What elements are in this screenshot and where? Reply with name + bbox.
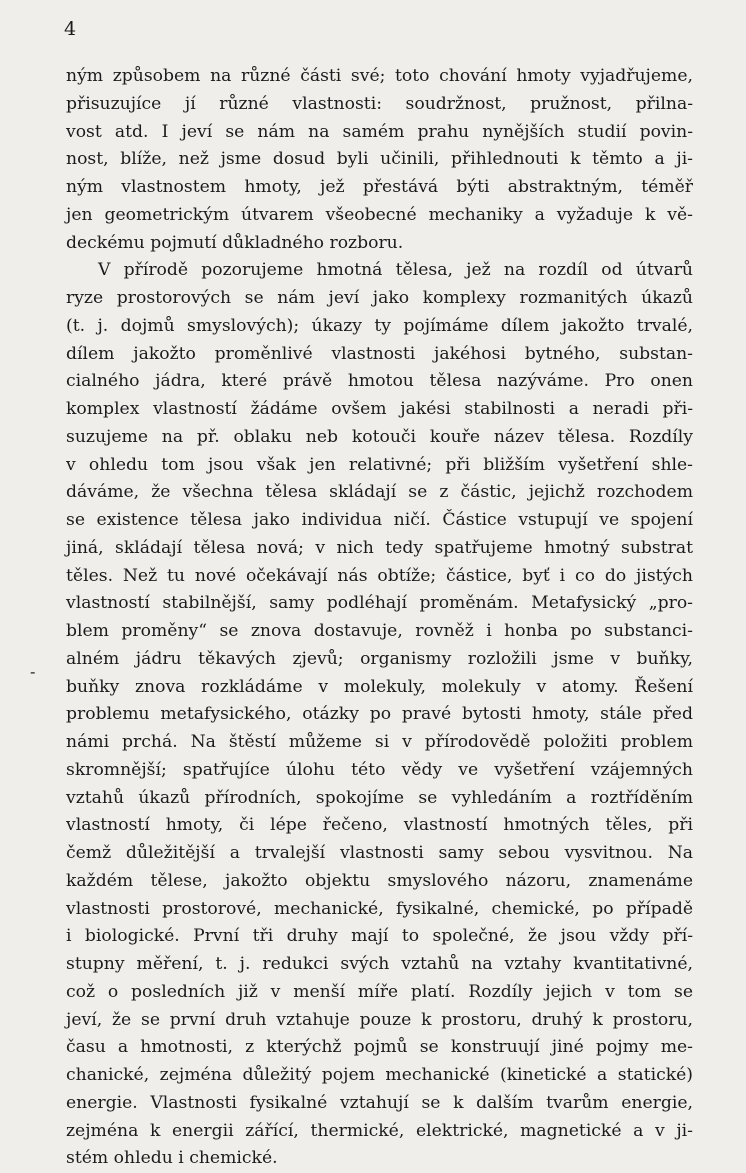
text-line: vlastností stabilnější, samy podléhají proměnám. Metafysický „pro- bbox=[66, 593, 693, 614]
text-line: suzujeme na př. oblaku neb kotouči kouře název tělesa. Rozdíly bbox=[66, 426, 693, 447]
text-line: námi prchá. Na štěstí můžeme si v přírodovědě položiti problem bbox=[66, 732, 693, 752]
text-line: komplex vlastností žádáme ovšem jakési stabilnosti a neradi při- bbox=[66, 399, 693, 419]
text-line: cialného jádra, které právě hmotou tělesa nazýváme. Pro onen bbox=[66, 371, 693, 392]
text-line: času a hmotnosti, z kterýchž pojmů se konstruují jiné pojmy me- bbox=[66, 1037, 693, 1058]
body-text bbox=[66, 63, 693, 1173]
text-line: alném jádru těkavých zjevů; organismy rozložili jsme v buňky, bbox=[66, 648, 693, 669]
page-number: 4 bbox=[64, 18, 77, 40]
text-line: vost atd. I jeví se nám na samém prahu nynějších studií povin- bbox=[66, 121, 693, 142]
text-line: i biologické. První tři druhy mají to společné, že jsou vždy pří- bbox=[66, 926, 693, 947]
text-line: (t. j. dojmů smyslových); úkazy ty pojímáme dílem jakožto trvalé, bbox=[66, 315, 693, 336]
text-line: jiná, skládají tělesa nová; v nich tedy spatřujeme hmotný substrat bbox=[66, 537, 693, 558]
text-line: přisuzujíce jí různé vlastnosti: soudržnost, pružnost, přilna- bbox=[66, 93, 693, 114]
text-line: ným způsobem na různé části své; toto chování hmoty vyjadřujeme, bbox=[66, 66, 693, 86]
text-line: ryze prostorových se nám jeví jako komplexy rozmanitých úkazů bbox=[66, 288, 693, 308]
text-line: každém tělese, jakožto objektu smyslového názoru, znamenáme bbox=[66, 870, 693, 891]
text-line: buňky znova rozkládáme v molekuly, molekuly v atomy. Řešení bbox=[66, 676, 693, 697]
text-line: těles. Než tu nové očekávají nás obtíže; částice, byť i co do jistých bbox=[66, 565, 693, 586]
text-line: jeví, že se první druh vztahuje pouze k prostoru, druhý k prostoru, bbox=[66, 1009, 693, 1030]
text-line: vlastností hmoty, či lépe řečeno, vlastností hmotných těles, při bbox=[66, 815, 693, 836]
text-line: zejména k energii zářící, thermické, elektrické, magnetické a v ji- bbox=[66, 1120, 693, 1141]
text-line: energie. Vlastnosti fysikalné vztahují se k dalším tvarům energie, bbox=[66, 1092, 693, 1113]
text-line: stém ohledu i chemické. bbox=[66, 1148, 278, 1169]
text-line: ným vlastnostem hmoty, jež přestává býti abstraktným, téměř bbox=[66, 177, 693, 197]
text-line: blem proměny“ se znova dostavuje, rovněž i honba po substanci- bbox=[66, 621, 693, 641]
text-line: vlastnosti prostorové, mechanické, fysikalné, chemické, po případě bbox=[66, 898, 693, 919]
text-line: což o posledních již v menší míře platí. Rozdíly jejich v tom se bbox=[66, 981, 693, 1002]
text-line: deckému pojmutí důkladného rozboru. bbox=[66, 232, 404, 253]
text-line: čemž důležitější a trvalejší vlastnosti samy sebou vysvitnou. Na bbox=[66, 843, 693, 863]
text-line: problemu metafysického, otázky po pravé bytosti hmoty, stále před bbox=[66, 704, 693, 725]
text-line: skromnější; spatřujíce úlohu této vědy ve vyšetření vzájemných bbox=[66, 759, 693, 780]
text-line: V přírodě pozorujeme hmotná tělesa, jež na rozdíl od útvarů bbox=[98, 260, 693, 281]
text-line: nost, blíže, než jsme dosud byli učinili, přihlednouti k těmto a ji- bbox=[66, 149, 693, 170]
text-line: dílem jakožto proměnlivé vlastnosti jakéhosi bytného, substan- bbox=[66, 343, 693, 364]
text-line: chanické, zejména důležitý pojem mechanické (kinetické a statické) bbox=[66, 1065, 693, 1085]
text-line: stupny měření, t. j. redukci svých vztahů na vztahy kvantitativné, bbox=[66, 954, 693, 974]
text-line: vztahů úkazů přírodních, spokojíme se vyhledáním a roztříděním bbox=[66, 787, 693, 808]
text-line: v ohledu tom jsou však jen relativné; při bližším vyšetření shle- bbox=[66, 454, 693, 475]
margin-mark: - bbox=[30, 662, 36, 681]
text-line: se existence tělesa jako individua ničí. Částice vstupují ve spojení bbox=[66, 510, 693, 530]
text-line: dáváme, že všechna tělesa skládají se z částic, jejichž rozchodem bbox=[66, 482, 693, 503]
text-line: jen geometrickým útvarem všeobecné mechaniky a vyžaduje k vě- bbox=[66, 204, 693, 225]
